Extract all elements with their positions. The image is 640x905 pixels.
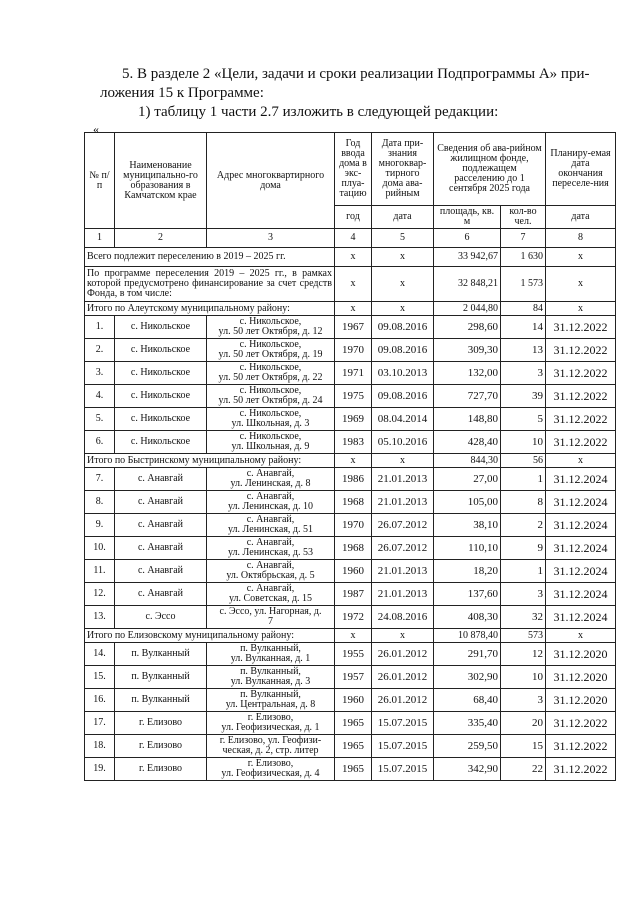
row-address — [207, 643, 335, 666]
row-address-line1: п. Вулканный, — [240, 689, 301, 700]
row-address — [207, 408, 335, 431]
row-area: 259,50 — [434, 735, 501, 758]
row-area: 148,80 — [434, 408, 501, 431]
row-year: 1987 — [335, 583, 372, 606]
row-people: 3 — [501, 583, 546, 606]
row-people: 2 — [501, 514, 546, 537]
row-address — [207, 583, 335, 606]
row-year: 1960 — [335, 689, 372, 712]
row-address — [207, 666, 335, 689]
table-row — [85, 491, 616, 514]
row-people: 22 — [501, 758, 546, 781]
row-municipality: п. Вулканный — [115, 689, 207, 712]
row-address-line1: с. Никольское, — [239, 316, 302, 327]
subheader-area: площадь, кв. м — [434, 206, 501, 229]
row-end-date: 31.12.2024 — [546, 560, 616, 583]
subheader-date2: дата — [546, 206, 616, 229]
row-address-line2: ул. Ленинская, д. 51 — [227, 524, 314, 535]
row-year: 1986 — [335, 468, 372, 491]
row-year: 1965 — [335, 758, 372, 781]
row-address-line1: с. Анавгай, — [246, 491, 295, 502]
row-address-line2: ул. Ленинская, д. 53 — [227, 547, 314, 558]
row-date: 21.01.2013 — [372, 491, 434, 514]
row-number: 10. — [85, 537, 115, 560]
row-end-date: 31.12.2024 — [546, 468, 616, 491]
group-total-label: Итого по Алеутскому муниципальному району: — [85, 302, 335, 316]
row-number: 18. — [85, 735, 115, 758]
row-address-line1: с. Анавгай, — [246, 537, 295, 548]
header-year: Год ввода дома в экс-плуа-тацию — [335, 133, 372, 206]
row-address-line2: ул. Школьная, д. 3 — [231, 418, 310, 429]
row-date: 21.01.2013 — [372, 583, 434, 606]
row-year: 1970 — [335, 514, 372, 537]
row-address-line2: ул. Ленинская, д. 8 — [230, 478, 311, 489]
row-address-line1: с. Анавгай, — [246, 514, 295, 525]
row-municipality: с. Эссо — [115, 606, 207, 629]
index-cell: 7 — [501, 229, 546, 248]
row-year: 1957 — [335, 666, 372, 689]
row-address — [207, 431, 335, 454]
row-address-line1: с. Эссо, ул. Нагорная, д. — [219, 606, 322, 617]
row-end-date: 31.12.2020 — [546, 689, 616, 712]
group-total-end: x — [546, 454, 616, 468]
row-end-date: 31.12.2022 — [546, 431, 616, 454]
group-total-date: x — [372, 454, 434, 468]
row-year: 1971 — [335, 362, 372, 385]
row-date: 15.07.2015 — [372, 712, 434, 735]
row-people: 10 — [501, 666, 546, 689]
subheader-year: год — [335, 206, 372, 229]
total-all-area: 33 942,67 — [434, 248, 501, 267]
row-area: 18,20 — [434, 560, 501, 583]
row-address-line1: с. Никольское, — [239, 385, 302, 396]
row-number: 15. — [85, 666, 115, 689]
row-number: 2. — [85, 339, 115, 362]
row-area: 342,90 — [434, 758, 501, 781]
row-people: 32 — [501, 606, 546, 629]
table-row — [85, 735, 616, 758]
subheader-people: кол-во чел. — [501, 206, 546, 229]
row-municipality: с. Никольское — [115, 408, 207, 431]
row-date: 26.01.2012 — [372, 689, 434, 712]
table-row — [85, 316, 616, 339]
row-address-line2: ул. Вулканная, д. 3 — [230, 676, 311, 687]
group-total-row — [85, 454, 616, 468]
row-address — [207, 385, 335, 408]
row-area: 27,00 — [434, 468, 501, 491]
row-number: 17. — [85, 712, 115, 735]
row-people: 39 — [501, 385, 546, 408]
header-municipality: Наименование муниципально-го образования в Камчатском крае — [115, 133, 207, 229]
total-fund-end: x — [546, 267, 616, 302]
row-people: 14 — [501, 316, 546, 339]
row-date: 09.08.2016 — [372, 316, 434, 339]
row-address-line1: с. Никольское, — [239, 339, 302, 350]
table-row — [85, 583, 616, 606]
row-number: 6. — [85, 431, 115, 454]
row-end-date: 31.12.2022 — [546, 712, 616, 735]
table-row — [85, 560, 616, 583]
row-address — [207, 689, 335, 712]
row-address-line1: с. Никольское, — [239, 362, 302, 373]
row-people: 12 — [501, 643, 546, 666]
row-address-line2: 7 — [268, 616, 273, 627]
header-date-emergency: Дата при-знания многоквар-тирного дома ава-рийным — [372, 133, 434, 206]
row-address-line1: с. Анавгай, — [246, 468, 295, 479]
row-municipality: с. Анавгай — [115, 468, 207, 491]
row-number: 3. — [85, 362, 115, 385]
row-people: 5 — [501, 408, 546, 431]
table-row — [85, 666, 616, 689]
header-row — [85, 133, 616, 206]
total-all-people: 1 630 — [501, 248, 546, 267]
row-address-line1: с. Анавгай, — [246, 583, 295, 594]
row-number: 8. — [85, 491, 115, 514]
row-address-line1: с. Никольское, — [239, 408, 302, 419]
row-date: 26.07.2012 — [372, 537, 434, 560]
row-year: 1983 — [335, 431, 372, 454]
row-address — [207, 606, 335, 629]
row-municipality: п. Вулканный — [115, 666, 207, 689]
row-area: 727,70 — [434, 385, 501, 408]
group-total-date: x — [372, 302, 434, 316]
row-date: 09.08.2016 — [372, 339, 434, 362]
row-date: 15.07.2015 — [372, 735, 434, 758]
row-address — [207, 362, 335, 385]
row-number: 14. — [85, 643, 115, 666]
row-number: 4. — [85, 385, 115, 408]
index-cell: 3 — [207, 229, 335, 248]
row-address-line2: ул. Геофизическая, д. 1 — [221, 722, 320, 733]
row-area: 291,70 — [434, 643, 501, 666]
row-municipality: с. Анавгай — [115, 491, 207, 514]
row-area: 302,90 — [434, 666, 501, 689]
row-address — [207, 468, 335, 491]
row-address — [207, 758, 335, 781]
total-fund-year: x — [335, 267, 372, 302]
index-cell: 6 — [434, 229, 501, 248]
header-fund-info: Сведения об ава-рийном жилищном фонде, подлежащем расселению до 1 сентября 2025 года — [434, 133, 546, 206]
row-address — [207, 316, 335, 339]
table-row — [85, 339, 616, 362]
group-total-year: x — [335, 302, 372, 316]
total-fund-label: По программе переселения 2019 – 2025 гг., в рамках которой предусмотрено финансирование за счет средств Фонда, в том числе: — [85, 267, 335, 302]
row-municipality: п. Вулканный — [115, 643, 207, 666]
group-total-date: x — [372, 629, 434, 643]
row-date: 24.08.2016 — [372, 606, 434, 629]
row-area: 110,10 — [434, 537, 501, 560]
row-address-line2: ул. Геофизическая, д. 4 — [221, 768, 320, 779]
row-year: 1972 — [335, 606, 372, 629]
row-number: 7. — [85, 468, 115, 491]
total-all-date: x — [372, 248, 434, 267]
row-end-date: 31.12.2024 — [546, 606, 616, 629]
row-end-date: 31.12.2024 — [546, 583, 616, 606]
row-area: 105,00 — [434, 491, 501, 514]
group-total-people: 84 — [501, 302, 546, 316]
row-people: 10 — [501, 431, 546, 454]
table-row — [85, 712, 616, 735]
row-people: 13 — [501, 339, 546, 362]
row-date: 09.08.2016 — [372, 385, 434, 408]
row-address-line2: ул. Советская, д. 15 — [228, 593, 313, 604]
resettlement-table — [84, 132, 616, 781]
row-municipality: г. Елизово — [115, 712, 207, 735]
table-row — [85, 431, 616, 454]
row-date: 21.01.2013 — [372, 560, 434, 583]
index-cell: 5 — [372, 229, 434, 248]
row-municipality: с. Никольское — [115, 385, 207, 408]
row-people: 3 — [501, 362, 546, 385]
row-address — [207, 537, 335, 560]
row-address-line2: ческая, д. 2, стр. литер — [222, 745, 319, 756]
subheader-date: дата — [372, 206, 434, 229]
row-address-line1: г. Елизово, — [247, 758, 294, 769]
opening-quote: « — [93, 122, 99, 136]
header-address: Адрес многоквартирного дома — [207, 133, 335, 229]
row-end-date: 31.12.2022 — [546, 408, 616, 431]
row-municipality: с. Никольское — [115, 431, 207, 454]
row-year: 1970 — [335, 339, 372, 362]
row-number: 12. — [85, 583, 115, 606]
group-total-year: x — [335, 629, 372, 643]
row-date: 26.01.2012 — [372, 643, 434, 666]
row-address-line2: ул. Вулканная, д. 1 — [230, 653, 311, 664]
index-cell: 8 — [546, 229, 616, 248]
row-municipality: с. Анавгай — [115, 537, 207, 560]
row-address — [207, 735, 335, 758]
row-area: 137,60 — [434, 583, 501, 606]
group-total-end: x — [546, 629, 616, 643]
index-row — [85, 229, 616, 248]
row-year: 1968 — [335, 491, 372, 514]
row-area: 309,30 — [434, 339, 501, 362]
row-people: 1 — [501, 468, 546, 491]
table-row — [85, 643, 616, 666]
row-address-line1: п. Вулканный, — [240, 643, 301, 654]
total-fund-row — [85, 267, 616, 302]
row-area: 68,40 — [434, 689, 501, 712]
row-year: 1968 — [335, 537, 372, 560]
row-year: 1960 — [335, 560, 372, 583]
total-fund-area: 32 848,21 — [434, 267, 501, 302]
row-area: 408,30 — [434, 606, 501, 629]
row-address-line1: г. Елизово, ул. Геофизи- — [219, 735, 322, 746]
row-number: 9. — [85, 514, 115, 537]
row-municipality: г. Елизово — [115, 758, 207, 781]
row-address-line2: ул. Школьная, д. 9 — [231, 441, 310, 452]
paragraph-item-1: 1) таблицу 1 части 2.7 изложить в следующей редакции: — [138, 104, 499, 120]
row-end-date: 31.12.2024 — [546, 491, 616, 514]
row-people: 1 — [501, 560, 546, 583]
row-year: 1955 — [335, 643, 372, 666]
row-people: 15 — [501, 735, 546, 758]
row-year: 1967 — [335, 316, 372, 339]
row-address-line2: ул. Октябрьская, д. 5 — [226, 570, 315, 581]
index-cell: 1 — [85, 229, 115, 248]
paragraph-5-line1: 5. В разделе 2 «Цели, задачи и сроки реализации Подпрограммы А» при- — [122, 66, 590, 82]
table-row — [85, 537, 616, 560]
row-area: 38,10 — [434, 514, 501, 537]
group-total-people: 573 — [501, 629, 546, 643]
table-row — [85, 408, 616, 431]
index-cell: 2 — [115, 229, 207, 248]
row-address — [207, 560, 335, 583]
row-date: 03.10.2013 — [372, 362, 434, 385]
row-end-date: 31.12.2022 — [546, 735, 616, 758]
row-address-line1: п. Вулканный, — [240, 666, 301, 677]
row-date: 26.01.2012 — [372, 666, 434, 689]
row-date: 08.04.2014 — [372, 408, 434, 431]
table-row — [85, 606, 616, 629]
group-total-end: x — [546, 302, 616, 316]
row-address-line2: ул. Ленинская, д. 10 — [227, 501, 314, 512]
total-all-end: x — [546, 248, 616, 267]
table-row — [85, 468, 616, 491]
row-people: 3 — [501, 689, 546, 712]
row-address — [207, 712, 335, 735]
row-people: 9 — [501, 537, 546, 560]
row-area: 298,60 — [434, 316, 501, 339]
row-date: 26.07.2012 — [372, 514, 434, 537]
row-end-date: 31.12.2022 — [546, 758, 616, 781]
row-people: 20 — [501, 712, 546, 735]
row-area: 132,00 — [434, 362, 501, 385]
group-total-row — [85, 629, 616, 643]
row-municipality: с. Анавгай — [115, 583, 207, 606]
total-all-label: Всего подлежит переселению в 2019 – 2025 гг. — [85, 248, 335, 267]
row-year: 1975 — [335, 385, 372, 408]
row-address — [207, 491, 335, 514]
table-row — [85, 689, 616, 712]
row-municipality: с. Анавгай — [115, 514, 207, 537]
row-date: 21.01.2013 — [372, 468, 434, 491]
group-total-row — [85, 302, 616, 316]
row-address-line2: ул. 50 лет Октября, д. 22 — [218, 372, 323, 383]
row-area: 428,40 — [434, 431, 501, 454]
row-address — [207, 339, 335, 362]
row-date: 15.07.2015 — [372, 758, 434, 781]
row-number: 13. — [85, 606, 115, 629]
row-year: 1965 — [335, 712, 372, 735]
table-row — [85, 514, 616, 537]
row-end-date: 31.12.2022 — [546, 316, 616, 339]
row-number: 19. — [85, 758, 115, 781]
group-total-label: Итого по Быстринскому муниципальному району: — [85, 454, 335, 468]
row-people: 8 — [501, 491, 546, 514]
group-total-area: 844,30 — [434, 454, 501, 468]
row-number: 11. — [85, 560, 115, 583]
row-date: 05.10.2016 — [372, 431, 434, 454]
row-area: 335,40 — [434, 712, 501, 735]
row-year: 1969 — [335, 408, 372, 431]
table-row — [85, 385, 616, 408]
row-address-line2: ул. Центральная, д. 8 — [225, 699, 316, 710]
group-total-area: 2 044,80 — [434, 302, 501, 316]
row-municipality: с. Никольское — [115, 316, 207, 339]
group-total-year: x — [335, 454, 372, 468]
row-municipality: с. Анавгай — [115, 560, 207, 583]
row-end-date: 31.12.2020 — [546, 643, 616, 666]
row-end-date: 31.12.2024 — [546, 514, 616, 537]
row-number: 1. — [85, 316, 115, 339]
row-number: 16. — [85, 689, 115, 712]
row-address-line2: ул. 50 лет Октября, д. 12 — [218, 326, 323, 337]
row-address-line2: ул. 50 лет Октября, д. 19 — [218, 349, 323, 360]
paragraph-5-line2: ложения 15 к Программе: — [100, 85, 264, 101]
table-row — [85, 362, 616, 385]
header-num: № п/п — [85, 133, 115, 229]
row-address-line1: с. Анавгай, — [246, 560, 295, 571]
row-end-date: 31.12.2020 — [546, 666, 616, 689]
total-fund-date: x — [372, 267, 434, 302]
header-planned-date: Планиру-емая дата окончания переселе-ния — [546, 133, 616, 206]
group-total-people: 56 — [501, 454, 546, 468]
row-end-date: 31.12.2022 — [546, 385, 616, 408]
table-row — [85, 758, 616, 781]
index-cell: 4 — [335, 229, 372, 248]
row-address-line2: ул. 50 лет Октября, д. 24 — [218, 395, 323, 406]
row-end-date: 31.12.2022 — [546, 339, 616, 362]
row-address-line1: с. Никольское, — [239, 431, 302, 442]
total-fund-people: 1 573 — [501, 267, 546, 302]
row-year: 1965 — [335, 735, 372, 758]
row-municipality: с. Никольское — [115, 339, 207, 362]
total-all-year: x — [335, 248, 372, 267]
row-end-date: 31.12.2022 — [546, 362, 616, 385]
group-total-label: Итого по Елизовскому муниципальному району: — [85, 629, 335, 643]
row-end-date: 31.12.2024 — [546, 537, 616, 560]
group-total-area: 10 878,40 — [434, 629, 501, 643]
row-number: 5. — [85, 408, 115, 431]
row-municipality: г. Елизово — [115, 735, 207, 758]
table-body — [85, 229, 616, 781]
total-all-row — [85, 248, 616, 267]
row-municipality: с. Никольское — [115, 362, 207, 385]
row-address-line1: г. Елизово, — [247, 712, 294, 723]
row-address — [207, 514, 335, 537]
